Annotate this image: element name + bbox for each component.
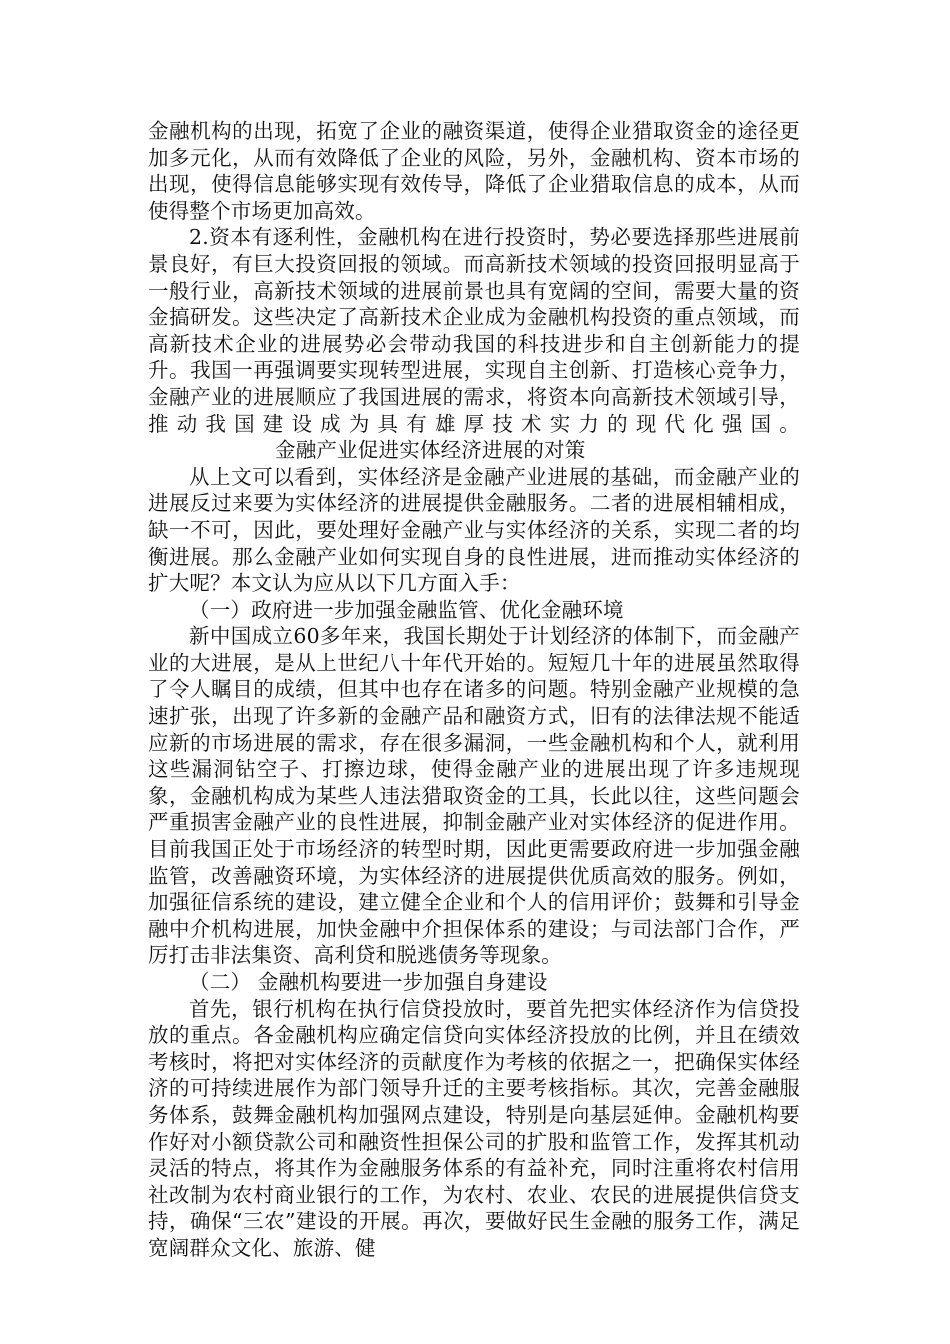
paragraph-capital-profit-text: 2.资本有逐利性，金融机构在进行投资时，势必要选择那些进展前景良好，有巨大投资回报的领域。而高新技术领域的投资回报明显高于一般行业，高新技术领域的进展前景也具有宽阔的空间，需要大量的资金搞研发。这些决定了高新技术企业成为金融机构投资的重点领域，而高新技术企业的进展势必会带动我国的科技进步和自主创新能力的提升。我国一再强调要实现转型进展，实现自主创新、打造核心竞争力，金融产业的进展顺应了我国进展的需求，将资本向高新技术领域引导，推动我国建设成为具有雄厚技术实力的现代化强国。 xyxy=(148,225,800,436)
paragraph-government-supervision: 新中国成立60多年来，我国长期处于计划经济的体制下，而金融产业的大进展，是从上世纪八十年代开始的。短短几十年的进展虽然取得了令人瞩目的成绩，但其中也存在诸多的问题。特别金融产业规模的急速扩张，出现了许多新的金融产品和融资方式，旧有的法律法规不能适应新的市场进展的需求，存在很多漏洞，一些金融机构和个人，就利用这些漏洞钻空子、打擦边球，使得金融产业的进展出现了许多违规现象，金融机构成为某些人违法猎取资金的工具，长此以往，这些问题会严重损害金融产业的良性进展，抑制金融产业对实体经济的促进作用。目前我国正处于市场经济的转型时期，因此更需要政府进一步加强金融监管，改善融资环境，为实体经济的进展提供优质高效的服务。例如，加强征信系统的建设，建立健全企业和个人的信用评价；鼓舞和引导金融中介机构进展，加快金融中介担保体系的建设；与司法部门合作，严厉打击非法集资、高利贷和脱逃债务等现象。 xyxy=(148,624,800,968)
paragraph-capital-profit xyxy=(148,224,800,463)
subsection-heading-institutions: （二） 金融机构要进一步加强自身建设 xyxy=(189,970,548,994)
section-heading-countermeasures: 金融产业促进实体经济进展的对策 xyxy=(275,438,586,463)
document-page xyxy=(148,118,800,1262)
subsection-heading-government: （一）政府进一步加强金融监管、优化金融环境 xyxy=(189,597,624,622)
paragraph-introduction: 从上文可以看到，实体经济是金融产业进展的基础，而金融产业的进展反过来要为实体经济的进展提供金融服务。二者的进展相辅相成，缺一不可，因此，要处理好金融产业与实体经济的关系，实现二者的均衡进展。那么金融产业如何实现自身的良性进展，进而推动实体经济的扩大呢？本文认为应从以下几方面入手： xyxy=(148,464,800,596)
paragraph-institution-building: 首先，银行机构在执行信贷投放时，要首先把实体经济作为信贷投放的重点。各金融机构应确定信贷向实体经济投放的比例，并且在绩效考核时，将把对实体经济的贡献度作为考核的依据之一，把确保实体经济的可持续进展作为部门领导升迁的主要考核指标。其次，完善金融服务体系，鼓舞金融机构加强网点建设，特别是向基层延伸。金融机构要作好对小额贷款公司和融资性担保公司的扩股和监管工作，发挥其机动灵活的特点，将其作为金融服务体系的有益补充，同时注重将农村信用社改制为农村商业银行的工作，为农村、农业、农民的进展提供信贷支持，确保“三农”建设的开展。再次，要做好民生金融的服务工作，满足宽阔群众文化、旅游、健 xyxy=(148,996,800,1260)
paragraph-financial-institutions: 金融机构的出现，拓宽了企业的融资渠道，使得企业猎取资金的途径更加多元化，从而有效降低了企业的风险，另外，金融机构、资本市场的出现，使得信息能够实现有效传导，降低了企业猎取信息的成本，从而使得整个市场更加高效。 xyxy=(148,119,800,223)
